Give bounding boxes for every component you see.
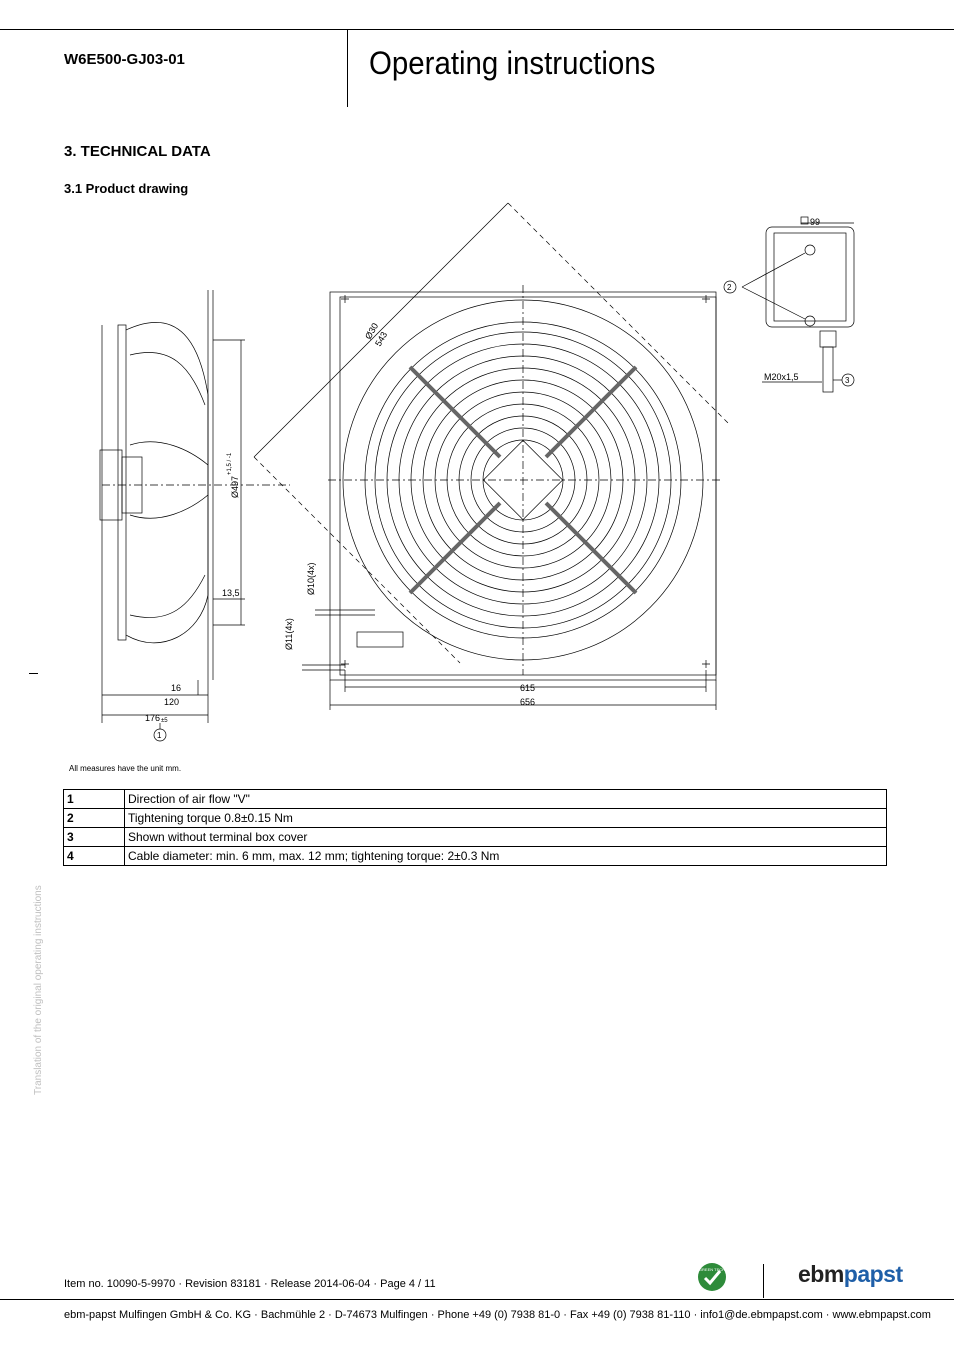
dim-13-5-label: 13,5 — [222, 588, 240, 598]
callout-1: 1 — [157, 731, 162, 740]
side-view-labels — [145, 452, 240, 740]
front-view-labels — [284, 321, 535, 707]
terminal-box-labels — [727, 217, 850, 385]
table-row — [64, 809, 887, 828]
section-heading: 3. TECHNICAL DATA — [64, 143, 211, 160]
fan-side-view — [100, 290, 290, 741]
dim-497-tolerance: +1,5 / -1 — [227, 452, 233, 475]
green-tech-badge-icon — [697, 1262, 727, 1292]
legend-number: 1 — [64, 790, 125, 809]
legend-text: Tightening torque 0.8±0.15 Nm — [125, 809, 887, 828]
dim-656-label: 656 — [520, 697, 536, 707]
logo-papst: papst — [843, 1261, 903, 1287]
legend-text: Cable diameter: min. 6 mm, max. 12 mm; tightening torque: 2±0.3 Nm — [125, 847, 887, 866]
footer-rule — [0, 1299, 954, 1300]
company-footer: ebm-papst Mulfingen GmbH & Co. KG · Bachmühle 2 · D-74673 Mulfingen · Phone +49 (0) 7938 81-0 · Fax +49 (0) 7938 81-110 · info1@de.ebmpapst.com · www.ebmpapst.com — [64, 1309, 931, 1321]
model-number: W6E500-GJ03-01 — [64, 51, 185, 68]
dim-615-label: 615 — [520, 683, 536, 693]
legend-number: 2 — [64, 809, 125, 828]
header-top-rule — [0, 29, 954, 30]
legend-number: 4 — [64, 847, 125, 866]
document-title: Operating instructions — [369, 45, 656, 81]
logo-ebm: ebm — [798, 1261, 844, 1287]
unit-note: All measures have the unit mm. — [69, 764, 182, 773]
diag-dim-543-label: 543 — [373, 329, 390, 348]
legend-text: Shown without terminal box cover — [125, 828, 887, 847]
dim-176-tolerance: ±5 — [161, 718, 168, 724]
diag-dim-30-label: Ø30 — [363, 321, 381, 341]
dim-11-label: Ø11(4x) — [284, 618, 294, 650]
table-row — [64, 847, 887, 866]
dim-16-label: 16 — [171, 683, 182, 693]
table-row — [64, 790, 887, 809]
legend-text: Direction of air flow "V" — [125, 790, 887, 809]
dim-176-label: 176 — [145, 713, 161, 723]
fan-front-view — [254, 203, 730, 710]
dim-10-label: Ø10(4x) — [306, 562, 316, 595]
logo-divider — [763, 1264, 764, 1298]
legend-number: 3 — [64, 828, 125, 847]
thread-label: M20x1,5 — [764, 372, 799, 382]
subsection-heading: 3.1 Product drawing — [64, 181, 189, 196]
svg-text:GREEN TECH: GREEN TECH — [698, 1267, 726, 1272]
product-drawing — [30, 195, 930, 755]
table-row — [64, 828, 887, 847]
dim-497-label: Ø497 — [230, 475, 240, 498]
legend-table — [63, 789, 887, 866]
item-revision-line: Item no. 10090-5-9970 · Revision 83181 · Release 2014-06-04 · Page 4 / 11 — [64, 1278, 436, 1290]
callout-3: 3 — [845, 376, 850, 385]
ebmpapst-logo — [798, 1261, 903, 1288]
terminal-box-view — [724, 217, 854, 392]
header-divider — [347, 29, 348, 107]
dim-99-label: 99 — [810, 217, 821, 227]
callout-2: 2 — [727, 283, 732, 292]
translation-side-note: Translation of the original operating instructions — [33, 885, 44, 1095]
dim-120-label: 120 — [164, 697, 180, 707]
